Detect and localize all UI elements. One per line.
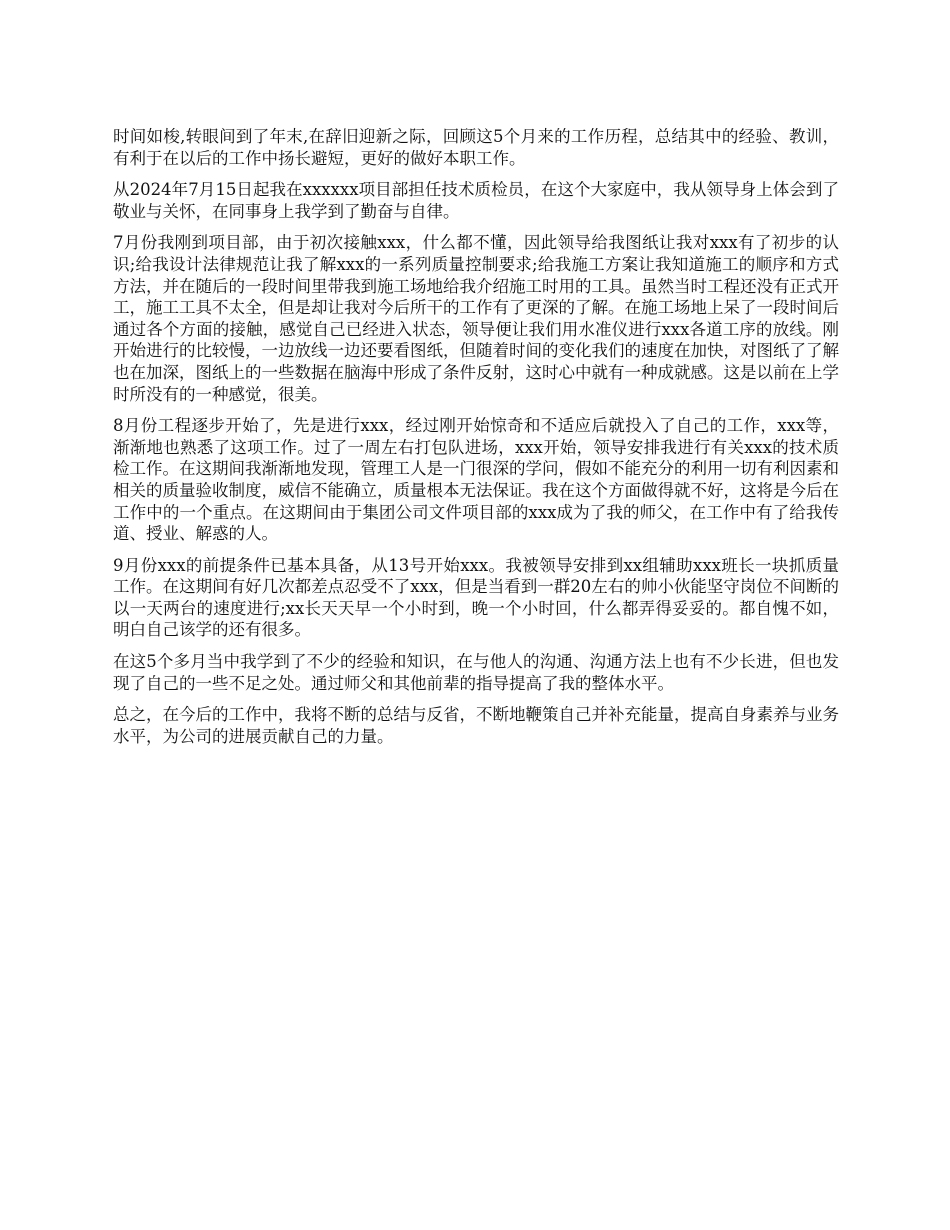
paragraph-lessons: 在这5个多月当中我学到了不少的经验和知识，在与他人的沟通、沟通方法上也有不少长进，但也发现了自己的一些不足之处。通过师父和其他前辈的指导提高了我的整体水平。 (113, 652, 839, 693)
paragraph-conclusion: 总之，在今后的工作中，我将不断的总结与反省，不断地鞭策自己并补充能量，提高自身素养与业务水平，为公司的进展贡献自己的力量。 (113, 705, 839, 746)
paragraph-july: 7月份我刚到项目部，由于初次接触xxx，什么都不懂，因此领导给我图纸让我对xxx有了初步的认识;给我设计法律规范让我了解xxx的一系列质量控制要求;给我施工方案让我知道施工的顺序和方式方法，并在随后的一段时间里带我到施工场地给我介绍施工时用的工具。虽然当时工程还没有正式开工，施工工具不太全，但是却让我对今后所干的工作有了更深的了解。在施工场地上呆了一段时间后通过各个方面的接触，感觉自己已经进入状态，领导便让我们用水准仪进行xxx各道工序的放线。刚开始进行的比较慢，一边放线一边还要看图纸，但随着时间的变化我们的速度在加快，对图纸了了解也在加深，图纸上的一些数据在脑海中形成了条件反射，这时心中就有一种成就感。这是以前在上学时所没有的一种感觉，很美。 (113, 233, 839, 404)
paragraph-intro: 时间如梭,转眼间到了年末,在辞旧迎新之际，回顾这5个月来的工作历程，总结其中的经验、教训，有利于在以后的工作中扬长避短，更好的做好本职工作。 (113, 127, 839, 168)
document-body (113, 126, 839, 757)
paragraph-august: 8月份工程逐步开始了，先是进行xxx，经过刚开始惊奇和不适应后就投入了自己的工作，xxx等，渐渐地也熟悉了这项工作。过了一周左右打包队进场，xxx开始，领导安排我进行有关xxx的技术质检工作。在这期间我渐渐地发现，管理工人是一门很深的学问，假如不能充分的利用一切有利因素和相关的质量验收制度，威信不能确立，质量根本无法保证。我在这个方面做得就不好，这将是今后在工作中的一个重点。在这期间由于集团公司文件项目部的xxx成为了我的师父，在工作中有了给我传道、授业、解惑的人。 (113, 416, 839, 544)
paragraph-september: 9月份xxx的前提条件已基本具备，从13号开始xxx。我被领导安排到xx组辅助xxx班长一块抓质量工作。在这期间有好几次都差点忍受不了xxx，但是当看到一群20左右的帅小伙能坚守岗位不间断的以一天两台的速度进行;xx长天天早一个小时到，晚一个小时回，什么都弄得妥妥的。都自愧不如，明白自己该学的还有很多。 (113, 555, 839, 640)
paragraph-start-date: 从2024年7月15日起我在xxxxxx项目部担任技术质检员，在这个大家庭中，我从领导身上体会到了敬业与关怀，在同事身上我学到了勤奋与自律。 (113, 180, 839, 221)
